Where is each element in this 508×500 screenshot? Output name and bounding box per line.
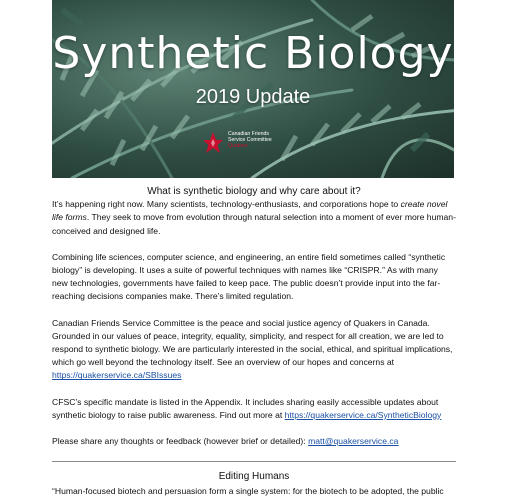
logo-line-2: Service Committee xyxy=(228,137,272,143)
paragraph-field: Combining life sciences, computer science, and engineering, an entire field sometimes called “synthetic biology” is developing. It uses a suite of powerful techniques with names like “CRISPR.” As with many new technologies, governments have failed to keep pace. The public doesn’t provide input into the far-reaching decisions companies make. There’s limited regulation. xyxy=(52,251,446,302)
paragraph-text: Canadian Friends Service Committee is the peace and social justice agency of Quakers in Canada. Grounded in our values of peace, integrity, equality, simplicity, and respect for all creation, we are led to respond to synthetic biology. We are particularly interested in the social, ethical, and spiritual implications, which go well beyond the technology itself. See an overview of our hopes and concerns at xyxy=(52,317,453,368)
emphasis-text: create novel life forms xyxy=(52,199,448,223)
banner-subtitle: 2019 Update xyxy=(195,86,311,108)
paragraph-feedback xyxy=(52,435,456,448)
sbissues-link[interactable]: https://quakerservice.ca/SBIssues xyxy=(52,370,182,381)
cfsc-logo xyxy=(202,131,272,157)
header-banner xyxy=(52,0,454,178)
paragraph-text: CFSC’s specific mandate is listed in the Appendix. It includes sharing easily accessible updates about synthetic biology to raise public awareness. Find out more at xyxy=(52,396,439,420)
logo-line-1: Canadian Friends xyxy=(228,131,269,137)
logo-line-3: Quakers xyxy=(228,143,248,149)
email-link[interactable]: matt@quakerservice.ca xyxy=(308,436,399,447)
quote-paragraph: “Human-focused biotech and persuasion form a single system: for the biotech to be adopted, the public xyxy=(52,486,444,497)
synthetic-biology-link[interactable]: https://quakerservice.ca/SyntheticBiology xyxy=(284,409,442,420)
section-heading-intro: What is synthetic biology and why care about it? xyxy=(147,186,361,197)
paragraph-text: . They seek to move from evolution through natural selection into a moment of ever more human-conceived and designed life. xyxy=(52,212,456,236)
paragraph-cfsc xyxy=(52,317,456,383)
section-divider xyxy=(52,461,456,462)
paragraph-text: Please share any thoughts or feedback (however brief or detailed): xyxy=(52,436,309,447)
paragraph-text: It’s happening right now. Many scientists, technology-enthusiasts, and corporations hope to xyxy=(52,199,401,210)
section-heading-editing-humans: Editing Humans xyxy=(218,471,290,483)
document-body xyxy=(52,185,456,499)
quaker-star-icon xyxy=(202,131,224,157)
paragraph-intro xyxy=(52,198,456,238)
paragraph-mandate xyxy=(52,396,456,422)
banner-title: Synthetic Biology xyxy=(52,28,454,79)
